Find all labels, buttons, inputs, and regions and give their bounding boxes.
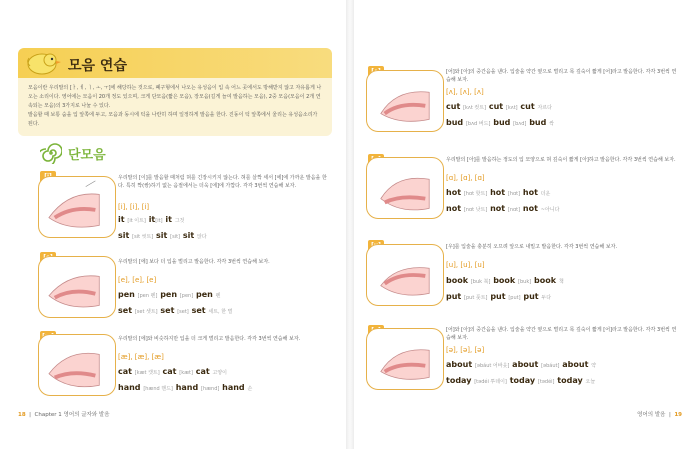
meaning: 싹 [549,121,554,127]
word: book [446,276,469,285]
pronunciation: [nɑt] [507,207,521,213]
meaning: 그것 [174,218,185,224]
ipa-practice: [e], [e], [e] [118,276,157,284]
meaning: 두다 [541,295,552,301]
word: bud [446,118,464,127]
word: about [512,360,539,369]
mouth-diagram [366,244,444,306]
word: it [148,215,156,224]
pronunciation: [tədéi 투데이] [474,379,507,385]
mouth-diagram [366,70,444,132]
pronunciation: [kæt] [179,370,193,376]
word: pen [195,290,213,299]
word: cut [488,102,504,111]
word: hot [522,188,538,197]
mouth-diagram-icon [367,329,443,389]
word: cut [520,102,535,111]
mouth-diagram-icon [39,257,115,317]
word: bud [493,118,511,127]
word: set [160,306,175,315]
subheading-label: 단모음 [68,147,106,163]
word: about [562,360,589,369]
meaning: 오늘 [585,379,596,385]
pronunciation: [bʌd 버드] [465,121,491,127]
word-practice-line [118,215,184,224]
word-practice-line [446,276,564,285]
pronunciation: [put 풋트] [464,295,488,301]
pronunciation: [sit 씻트] [132,234,154,240]
word-practice-line [446,102,552,111]
word: pen [160,290,178,299]
mouth-diagram-icon [367,245,443,305]
page-number: 18 [18,412,26,418]
pronunciation: [it] [155,218,163,224]
meaning: ~아니다 [540,207,560,213]
ipa-practice: [i], [i], [i] [118,203,150,211]
intro-paragraph-1: 모음이란 우리말의 [ㅏ, ㅔ, ㅣ, ㅗ, ㅜ]에 해당하는 것으로, 폐구형에서 나오는 유성음이 입 속 어느 곳에서도 방해받지 않고 자유롭게 나오는 소리이다. 영어에는 모음이 20개 정도 있으며, 크게 단모음(짧은 모음), 장모음(길게 늘여 발음하는 모음), 2중 모음(모음이 2개 연속되는 모음)의 3가지로 나눌 수 있다. [28,85,322,109]
ipa-practice: [ɑ], [ɑ], [ɑ] [446,174,485,182]
word: cut [446,102,461,111]
word: cat [118,367,132,376]
word: not [490,204,506,213]
meaning: 책 [558,279,564,285]
word-practice-line [446,204,559,213]
meaning: 더운 [540,191,551,197]
word: book [533,276,557,285]
word: set [118,306,133,315]
word: not [446,204,462,213]
spiral-icon [40,142,62,164]
word-practice-line [446,376,595,385]
ipa-practice: [ə], [ə], [ə] [446,346,485,354]
pronunciation: [hænd 핸드] [143,386,173,392]
word: hot [490,188,506,197]
intro-paragraph-2: 발음할 때 보통 숨을 입 앞쪽에 두고, 모음과 동시에 턱을 나란히 하며 일정하게 발음을 한다. 진동이 턱 앞쪽에서 울리는 유성음소리가 된다. [28,112,318,127]
page-number: 19 [674,412,682,418]
page-title: 모음 연습 [68,58,127,74]
book-gutter [346,0,354,449]
pronunciation: [sit] [170,234,181,240]
meaning: 약 [591,363,597,369]
word: put [523,292,539,301]
word-practice-line [118,231,207,240]
pronunciation: [buk 북] [470,279,491,285]
pronunciation: [hɑt] [507,191,521,197]
word: set [191,306,206,315]
section-header-band [18,48,332,78]
pronunciation: [put] [508,295,521,301]
pronunciation: [set 셋트] [134,309,158,315]
word: hot [446,188,462,197]
pronunciation: [set] [177,309,189,315]
pronunciation: [nɑt 낫트] [463,207,488,213]
section-label: 영어의 발음 [637,412,666,418]
mouth-diagram-icon [367,158,443,218]
word: it [118,215,125,224]
meaning: 펜 [215,293,221,299]
section-description: 우리말의 [아]를 발음하는 정도의 입 모양으로 혀 깊숙이 짧게 [아]하고 발음한다. 각각 3번씩 연습해 보자. [446,157,676,163]
word: put [490,292,506,301]
word: today [446,376,472,385]
pronunciation: [əbáut 어바웃] [474,363,510,369]
ipa-practice: [u], [u], [u] [446,261,485,269]
intro-box [18,78,332,136]
pronunciation: [tədéi] [537,379,555,385]
section-description: [우]를 입술을 충분히 오므려 앞으로 내밀고 발음한다. 각각 3번씩 연습해 보자. [446,244,618,250]
word-practice-line [118,290,220,299]
word: hand [175,383,199,392]
word: sit [156,231,168,240]
section-description: 우리말의 [에]와 비슷하지만 입을 더 크게 벌리고 발음한다. 각각 3번씩 연습해 보자. [118,336,301,342]
mouth-diagram [38,176,116,238]
bird-icon [22,44,64,78]
right-footer: 영어의 발음 | 19 [637,412,682,418]
word-practice-line [446,188,550,197]
meaning: 자르다 [537,105,552,111]
pronunciation: [kʌt 컷트] [463,105,487,111]
section-description: [어]와 [아]의 중간음을 낸다. 입술을 약간 옆으로 벌리고 목 깊숙이 짧게 [어]라고 발음한다. 각각 3번씩 연습해 보자. [446,69,677,83]
mouth-diagram-icon [367,71,443,131]
pronunciation: [buk] [518,279,532,285]
word: cat [195,367,210,376]
word: sit [118,231,130,240]
word: not [522,204,538,213]
section-description: 우리말의 [에] 보다 더 입을 벌리고 발음한다. 각각 3번씩 연습해 보자. [118,259,270,265]
word: today [557,376,583,385]
pronunciation: [it 이트] [127,218,146,224]
mouth-diagram [38,334,116,396]
mouth-diagram-icon [39,335,115,395]
meaning: 앉다 [196,234,207,240]
pronunciation: [hɑt 핫트] [463,191,488,197]
pronunciation: [hænd] [201,386,220,392]
word-practice-line [446,360,596,369]
pronunciation: [bʌd] [513,121,527,127]
word: pen [118,290,135,299]
word: put [446,292,462,301]
word: cat [162,367,177,376]
mouth-diagram [366,328,444,390]
mouth-diagram-icon [39,177,115,237]
word: sit [182,231,195,240]
word: bud [529,118,547,127]
word-practice-line [446,292,551,301]
chapter-label: Chapter 1 영어의 글자와 발음 [34,412,110,418]
meaning: 손 [247,386,253,392]
word-practice-line [118,367,227,376]
word: hand [118,383,141,392]
section-description: 우리말의 [이]를 발음할 때처럼 혀를 긴장시키지 않는다. 혀를 살짝 세서 [에]에 가까운 발음을 한다. 특히 짝(쌍)하기 없는 음절에서는 더욱 [에]에 가깝다. 각각 3번씩 연습해 보자. [118,175,327,189]
meaning: 고양이 [212,370,227,376]
word: it [165,215,172,224]
pronunciation: [kʌt] [505,105,518,111]
word: book [493,276,516,285]
pronunciation: [əbáut] [541,363,560,369]
word: about [446,360,473,369]
pronunciation: [pen] [179,293,194,299]
subheading [40,142,106,164]
pronunciation: [pen 펜] [137,293,158,299]
pronunciation: [kæt 캣트] [134,370,160,376]
mouth-diagram [38,256,116,318]
meaning: 세트, 한 벌 [208,309,233,315]
word: hand [222,383,245,392]
section-description: [어]와 [아]의 중간음을 낸다. 입술을 약간 옆으로 벌리고 목 깊숙이 짧게 [어]라고 발음한다. 각각 3번씩 연습해 보자. [446,327,677,341]
mouth-diagram [366,157,444,219]
ipa-practice: [ʌ], [ʌ], [ʌ] [446,88,484,96]
word: today [509,376,536,385]
word-practice-line [118,306,232,315]
left-footer: 18 | Chapter 1 영어의 글자와 발음 [18,412,110,418]
ipa-practice: [æ], [æ], [æ] [118,353,164,361]
word-practice-line [446,118,554,127]
word-practice-line [118,383,252,392]
